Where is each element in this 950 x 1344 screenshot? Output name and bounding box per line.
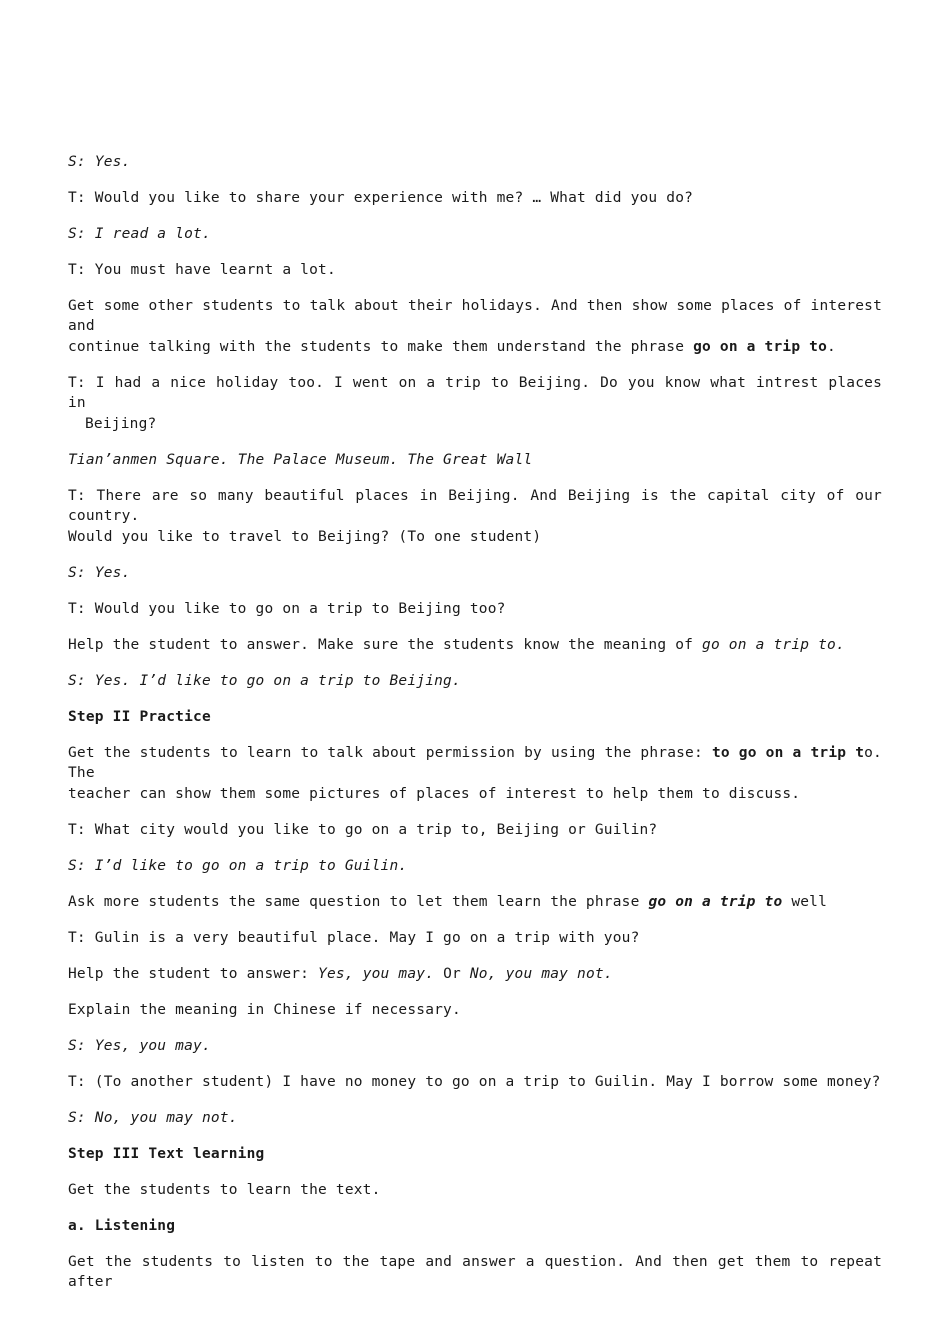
text-segment: Help the student to answer: <box>68 966 319 982</box>
text-segment: T: Gulin is a very beautiful place. May I go on a trip with you? <box>68 930 640 946</box>
text-line <box>68 743 882 783</box>
text-segment: go on a trip to <box>693 339 828 355</box>
text-segment: Help the student to answer. Make sure the students know the meaning of <box>68 637 703 653</box>
text-segment: S: I read a lot. <box>68 226 211 242</box>
text-segment: go on a trip to. <box>702 637 845 653</box>
text-segment: T: (To another student) I have no money to go on a trip to Guilin. May I borrow some money? <box>68 1074 881 1090</box>
text-line <box>68 599 506 619</box>
text-line <box>68 820 657 840</box>
text-segment: S: I’d like to go on a trip to Guilin. <box>68 858 408 874</box>
text-line <box>68 1108 238 1128</box>
text-line <box>68 1144 264 1164</box>
text-line <box>68 337 836 357</box>
text-segment: to go on a trip t <box>711 745 865 761</box>
text-segment: Step II Practice <box>68 709 211 725</box>
text-line <box>68 260 336 280</box>
text-segment: Get the students to listen to the tape and answer a question. And then get them to repeat after <box>68 1254 882 1290</box>
text-segment: continue talking with the students to make them understand the phrase <box>68 339 694 355</box>
text-segment: Ask more students the same question to let them learn the phrase <box>68 894 649 910</box>
text-line <box>68 450 532 470</box>
text-line <box>68 152 131 172</box>
text-line <box>68 527 541 547</box>
text-line <box>68 635 845 655</box>
text-segment: a. Listening <box>68 1218 176 1234</box>
text-segment: S: Yes. <box>68 565 131 581</box>
text-line <box>68 671 461 691</box>
text-segment: teacher can show them some pictures of places of interest to help them to discuss. <box>68 786 801 802</box>
text-line <box>68 1000 461 1020</box>
text-line <box>68 1252 882 1292</box>
text-segment: well <box>782 894 828 910</box>
text-segment: Step III Text learning <box>68 1146 265 1162</box>
text-line <box>68 964 613 984</box>
text-segment: o. The <box>68 745 882 781</box>
text-segment: Get some other students to talk about their holidays. And then show some places of interest and <box>68 298 882 334</box>
text-line <box>68 486 882 526</box>
text-segment: S: No, you may not. <box>68 1110 238 1126</box>
text-line <box>68 784 800 804</box>
text-line <box>68 224 211 244</box>
text-segment: Get the students to learn the text. <box>68 1182 381 1198</box>
text-segment: Get the students to learn to talk about permission by using the phrase: <box>68 745 712 761</box>
text-segment: Tian’anmen Square. The Palace Museum. The Great Wall <box>68 452 533 468</box>
text-line <box>68 1216 175 1236</box>
text-segment: No, you may not. <box>469 966 613 982</box>
text-segment: go on a trip to <box>648 894 783 910</box>
text-segment: Would you like to travel to Beijing? (To one student) <box>68 529 542 545</box>
text-segment: T: Would you like to share your experience with me? … What did you do? <box>68 190 694 206</box>
text-segment: S: Yes. I’d like to go on a trip to Beijing. <box>68 673 461 689</box>
text-line <box>68 373 882 413</box>
text-segment: . <box>827 339 836 355</box>
text-line <box>68 892 827 912</box>
text-line <box>68 296 882 336</box>
text-line <box>68 707 211 727</box>
text-segment: T: I had a nice holiday too. I went on a trip to Beijing. Do you know what intrest places in <box>68 375 882 411</box>
text-line <box>68 928 640 948</box>
text-segment: Explain the meaning in Chinese if necessary. <box>68 1002 461 1018</box>
text-line <box>68 1180 381 1200</box>
text-line <box>85 414 156 434</box>
text-line <box>68 1072 881 1092</box>
text-segment: T: Would you like to go on a trip to Beijing too? <box>68 601 506 617</box>
text-segment: T: You must have learnt a lot. <box>68 262 336 278</box>
text-line <box>68 563 131 583</box>
text-line <box>68 188 693 208</box>
text-segment: Or <box>434 966 470 982</box>
text-segment: S: Yes, you may. <box>68 1038 211 1054</box>
text-segment: T: What city would you like to go on a trip to, Beijing or Guilin? <box>68 822 658 838</box>
text-segment: Beijing? <box>85 416 157 432</box>
text-line <box>68 1036 211 1056</box>
text-line <box>68 856 407 876</box>
text-segment: Yes, you may. <box>318 966 435 982</box>
text-segment: T: There are so many beautiful places in Beijing. And Beijing is the capital city of our country. <box>68 488 882 524</box>
text-segment: S: Yes. <box>68 154 131 170</box>
